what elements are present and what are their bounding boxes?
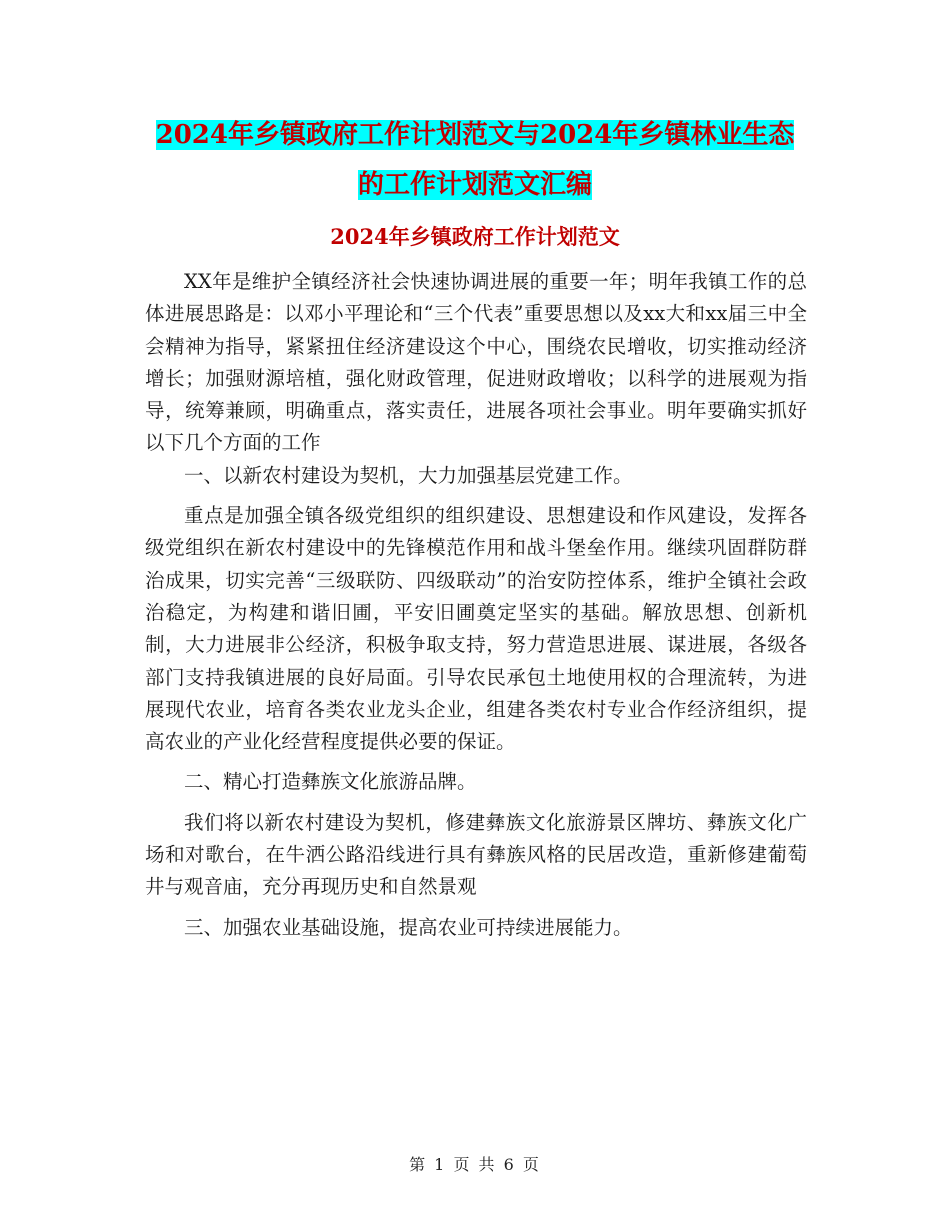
page-footer: 第 1 页 共 6 页: [409, 1155, 541, 1174]
paragraph-heading-3: 三、加强农业基础设施，提高农业可持续进展能力。: [184, 915, 633, 939]
paragraph-heading-2: 二、精心打造彝族文化旅游品牌。: [184, 770, 477, 794]
document-title-line-1: 2024年乡镇政府工作计划范文与2024年乡镇林业生态: [155, 120, 795, 150]
section-title: 2024年乡镇政府工作计划范文: [330, 224, 620, 249]
document-title: [100, 110, 850, 210]
paragraph-party-building: 重点是加强全镇各级党组织的组织建设、思想建设和作风建设，发挥各级党组织在新农村建设中的先锋模范作用和战斗堡垒作用。继续巩固群防群治成果，切实完善“三级联防、四级联动”的治安防控体系，维护全镇社会政治稳定，为构建和谐旧圃，平安旧圃奠定坚实的基础。解放思想、创新机制，大力进展非公经济，积极争取支持，努力营造思进展、谋进展，各级各部门支持我镇进展的良好局面。引导农民承包土地使用权的合理流转，为进展现代农业，培育各类农业龙头企业，组建各类农村专业合作经济组织，提高农业的产业化经营程度提供必要的保证。: [145, 504, 807, 754]
document-body: [145, 266, 807, 944]
paragraph-heading-1: 一、以新农村建设为契机，大力加强基层党建工作。: [184, 463, 633, 487]
paragraph-tourism: 我们将以新农村建设为契机，修建彝族文化旅游景区牌坊、彝族文化广场和对歌台，在牛洒公路沿线进行具有彝族风格的民居改造，重新修建葡萄井与观音庙，充分再现历史和自然景观: [145, 810, 807, 899]
paragraph-intro: XX年是维护全镇经济社会快速协调进展的重要一年；明年我镇工作的总体进展思路是：以邓小平理论和“三个代表”重要思想以及xx大和xx届三中全会精神为指导，紧紧扭住经济建设这个中心，围绕农民增收，切实推动经济增长；加强财源培植，强化财政管理，促进财政增收；以科学的进展观为指导，统筹兼顾，明确重点，落实责任，进展各项社会事业。明年要确实抓好以下几个方面的工作: [145, 270, 807, 455]
document-title-line-2: 的工作计划范文汇编: [357, 170, 592, 200]
